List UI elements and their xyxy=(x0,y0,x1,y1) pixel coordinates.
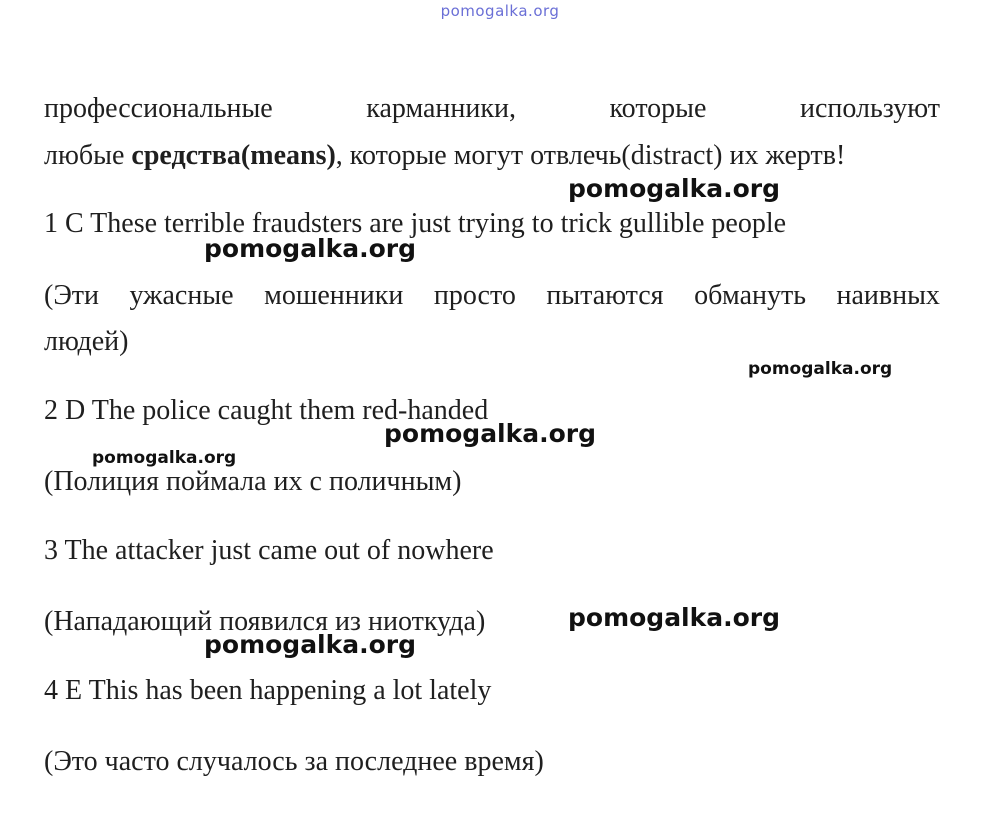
russian-word: (Эти xyxy=(44,280,100,311)
item-3-english: 3 The attacker just came out of nowhere xyxy=(44,535,494,566)
item-4-russian: (Это часто случалось за последнее время) xyxy=(44,746,544,777)
russian-word: пытаются xyxy=(546,280,664,311)
intro-word: которые xyxy=(609,93,707,124)
intro-suffix: , которые могут отвлечь(distract) их жертв! xyxy=(335,140,846,171)
watermark: pomogalka.org xyxy=(204,630,417,659)
intro-word: профессиональные xyxy=(44,93,273,124)
intro-line-2 xyxy=(44,139,845,173)
item-3-russian: (Нападающий появился из ниоткуда) xyxy=(44,606,486,637)
russian-word: просто xyxy=(433,280,516,311)
item-1-russian-line-2: людей) xyxy=(44,326,129,357)
intro-word: карманники, xyxy=(366,93,516,124)
russian-word: обмануть xyxy=(694,280,806,311)
watermark: pomogalka.org xyxy=(568,603,781,632)
watermark: pomogalka.org xyxy=(384,419,597,448)
russian-word: ужасные xyxy=(129,280,234,311)
watermark: pomogalka.org xyxy=(204,234,417,263)
item-2-english: 2 D The police caught them red-handed xyxy=(44,395,489,426)
item-2-russian: (Полиция поймала их с поличным) xyxy=(44,466,462,497)
intro-word: используют xyxy=(799,93,940,124)
site-link[interactable]: pomogalka.org xyxy=(440,2,560,20)
watermark: pomogalka.org xyxy=(92,448,237,468)
item-1-english: 1 C These terrible fraudsters are just trying to trick gullible people xyxy=(44,208,787,239)
watermark: pomogalka.org xyxy=(568,174,781,203)
intro-prefix: любые xyxy=(44,140,132,171)
intro-bold-term: средства(means) xyxy=(131,140,336,171)
russian-word: наивных xyxy=(836,280,940,311)
item-1-russian-line-1 xyxy=(44,279,940,313)
item-4-english: 4 E This has been happening a lot lately xyxy=(44,675,492,706)
intro-line-1 xyxy=(44,92,940,126)
watermark: pomogalka.org xyxy=(748,359,893,379)
russian-word: мошенники xyxy=(264,280,404,311)
